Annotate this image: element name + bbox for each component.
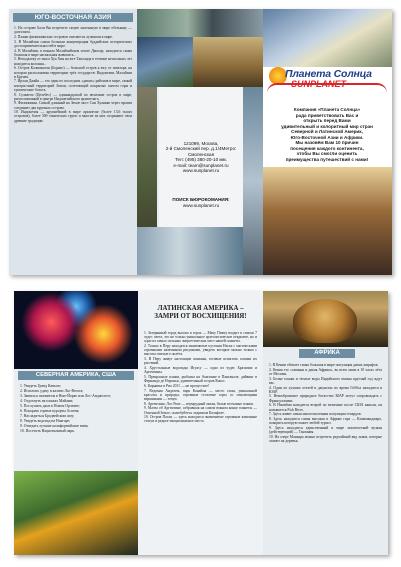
tagline-line: Северной и Латинской Америк, <box>291 129 363 134</box>
list-item: 9. Здесь находится единственный в мире экзотический вулкан (действующий) — Танзания. <box>269 425 382 435</box>
list-item: 8. Сулавеси (Целебес) — одиннадцатый по величине остров в мире, расположенный в центре Индонезийского архипелага. <box>14 92 132 101</box>
list-item: 5. Неподалеку от мыса Хуа Хин на юге Таиланда в течение нескольких лет находится колония... <box>14 57 132 66</box>
list-item: 1. В Кении обитает самая большая в мире популяция диких жирафов. <box>269 363 379 367</box>
list-item: 4. Один из лучших отелей в джунглях во время Гоббса находится в ЮАР. <box>269 385 382 394</box>
tagline-line: Юго-Восточной Азии и Африки. <box>290 134 364 140</box>
list-item: 5. Послушать джаз в Новом Орлеане; <box>20 404 80 408</box>
brochure-outer-side <box>9 9 392 275</box>
landscape-photo <box>193 37 263 87</box>
list-item: 9. Мачта об Аргентине, собравшая на самом южном конце планеты — Огненной Земле, полюбуйтесь ледником Калафате. <box>144 406 257 415</box>
list-item: 2. Пляжи филиппинских островов считаются лучшими в мире. <box>14 34 113 39</box>
tagline-line: открыть перед Вами <box>303 118 351 123</box>
list-item: 10. Остров Пасхи — здесь находятся знаменитые огромные каменные статуи и редкое эмоциональное место. <box>144 415 257 424</box>
address-line: 121099, Москва, <box>183 141 219 146</box>
list-item: 9. Филиппины. Самый длинный на Земле мост Сан Хуанико через пролив соединяет два крупных острова. <box>14 101 132 110</box>
list-item: 7. Насладиться Бродвейским шоу; <box>20 414 75 418</box>
africa-panel <box>263 291 388 555</box>
toucan-photo <box>14 471 138 555</box>
southeast-asia-list <box>14 26 132 271</box>
list-item: 2. Испытать удачу в казино Лас-Вегаса; <box>20 389 84 393</box>
list-item: 8. Здесь находится самая высокая в Африке гора — Килиманджаро, покорить которую может любой турист. <box>269 417 382 426</box>
tagline-line: преимущества путешествий с нами! <box>285 156 369 162</box>
cover-photo <box>263 9 392 67</box>
street-line: 2-й Смоленский пер. д.1/4Метро: <box>165 146 237 152</box>
list-item: 8. Аргентина: Лос Роке — изумрудный океан, белые песчаные пляжи. <box>144 401 254 406</box>
list-item: 2. Только в Перу находятся знаменитые пустыни Наска с магическими огромными наземными рисунками, увидеть которые можно только с высоты птичьего полёта. <box>144 344 257 357</box>
list-item: 10. Посетить Национальный парк. <box>20 429 75 433</box>
cover-photo <box>263 167 392 275</box>
list-item: 8. Увидеть водопад на Ниагаре; <box>20 419 71 423</box>
lion-head-shape <box>293 299 357 343</box>
list-item: 5. Прекрасные пляжи, рыбалка на Амазонке в Пантанале, дайвинг в Фернандо де Норонья, удивительный остров Кокос. <box>144 374 257 384</box>
north-america-panel <box>14 291 138 555</box>
title-line: ЗАМРИ ОТ ВОСХИЩЕНИЯ! <box>154 313 247 320</box>
southeast-asia-heading: ЮГО-ВОСТОЧНАЯ АЗИЯ <box>13 13 133 22</box>
list-item: 10. Индонезия — крупнейший в мире архипелаг (более 13,6 тысяч островов), более 300 этнических групп и многие из них сохраняют свои древние традиции. <box>14 110 132 123</box>
list-item: 3. Заняться шопингом в Нью-Йорке или Лос-Анджелесе; <box>20 394 112 398</box>
africa-list <box>269 363 382 553</box>
list-item: 3. В Перу живут настоящие шаманы, готовые испытать силами их растений. <box>144 357 257 366</box>
list-item: 7. Здесь живет самая многочисленная популяция гепардов. <box>269 412 362 417</box>
logo-subtitle: SUNPLANET <box>291 79 347 89</box>
metro-line: Смоленская <box>187 151 215 157</box>
tagline-line: Мы назовём Вам 10 причин <box>295 140 359 145</box>
list-item: 6. Покорить горные курорты Аспена; <box>20 409 80 413</box>
north-america-heading: СЕВЕРНАЯ АМЕРИКА, США <box>18 371 134 380</box>
list-item: 4. Отдохнуть на пляжах Майами; <box>20 399 74 403</box>
list-item: 4. Хрустальные водопады Игуасу — одно из чудес Бразилии и Аргентины. <box>144 366 257 375</box>
search-label: ПОИСК БЮРОКОМАНИЯ: <box>172 197 230 202</box>
email-link[interactable]: e-mail: team@sunplanet.ru <box>173 162 229 168</box>
company-tagline <box>271 107 383 162</box>
list-item: 1. Увидеть Гранд Каньон; <box>20 384 61 388</box>
latin-america-title <box>142 305 259 321</box>
tagline-line: чтобы Вы смогли оценить <box>296 151 358 156</box>
list-item: 7. Ирлан Джайя — это один из последних «диких» районов в мире, самый контрастный территорий Земли, сочетающий покрытые снегом горы и тропические болота. <box>14 79 132 92</box>
cover-panel <box>263 9 392 275</box>
africa-heading: АФРИКА <box>299 349 355 358</box>
tagline-line: удивительный и колоритный мир стран <box>281 123 373 129</box>
list-item: 7. Ведомая Анделем, парк Канайма — место силы, уникальной красоты и природы, огромные столовые горы со свисающими вершинами — тепуи. <box>144 388 257 401</box>
search-block <box>157 197 245 208</box>
website-link[interactable]: www.sunplanet.ru <box>182 168 220 174</box>
tagline-line: Компания «Планета Солнца» <box>293 107 361 112</box>
list-item: 4. В Малайзии, в южном Малайзийском штате Джохор, находится самая большая в мире наскальная живопись... <box>14 48 132 57</box>
contact-block <box>157 141 245 173</box>
list-item: 6. В Намибии находится второй по величине после США каньон, он называется Fish River. <box>269 403 382 412</box>
landscape-photo <box>137 227 243 275</box>
latin-america-list <box>144 331 257 551</box>
phone-line: Тел: (495) 380-20-10 мм. <box>175 157 227 163</box>
list-item: 3. В Малайзии самая большая концентрация буддийских исторических достопримечательностей в мире. <box>14 39 132 48</box>
logo-name: Планета Солнца <box>285 68 372 80</box>
contacts-panel <box>137 9 263 275</box>
list-item: 9. Отведать лучшие калифорнийские вина; <box>20 424 89 428</box>
tagline-line: посещения каждого континента, <box>290 145 364 151</box>
sunplanet-logo <box>267 69 388 101</box>
fireworks-photo <box>14 291 138 369</box>
landscape-photo <box>243 87 263 275</box>
landscape-photo <box>137 9 263 37</box>
list-item: 1. На острове Бали Вы встретите самую маленькую в мире обезьянку — долгопята. <box>14 26 132 35</box>
southeast-asia-panel <box>9 9 137 275</box>
list-item: 1. Затерянный город высоко в горах — Мачу Пикчу входит в список 7 чудес света, это не только уникальное археологическое открытие, но и одно из самых сильных энергетических мест нашей планеты. <box>144 331 257 344</box>
brochure-inner-side <box>14 291 388 555</box>
search-website-link[interactable]: www.sunplanet.ru <box>182 202 220 208</box>
title-line: ЛАТИНСКАЯ АМЕРИКА – <box>157 305 244 312</box>
list-item: 3. Белые пляжи и теплые воды Индийского океана круглый год ждут вас. <box>269 376 382 385</box>
list-item: 10. На озере Маньяра можно встретить редчайший вид львов, которые лазают на деревья. <box>269 434 382 443</box>
list-item: 5. Невообразимое природное богатство ЮАР могут сопровождать с Французскими. <box>269 394 382 403</box>
list-item: 2. Кения это «саванна и дикая Африка», во всем лишь в 10 часах лёта от Москвы. <box>269 367 382 376</box>
latin-america-panel <box>138 291 263 555</box>
list-item: 6. Карнавал в Рио 2011 — не пропустите! <box>144 383 210 388</box>
landscape-photo <box>137 37 193 87</box>
tagline-line: рада приветствовать Вас и <box>295 112 359 118</box>
north-america-list <box>20 384 134 468</box>
list-item: 6. Остров Калимантан (Борнео) — большой остров к югу от экватора, на котором расположены территории трёх государств: Индонезии, Малайзии и Брунея. <box>14 66 132 79</box>
